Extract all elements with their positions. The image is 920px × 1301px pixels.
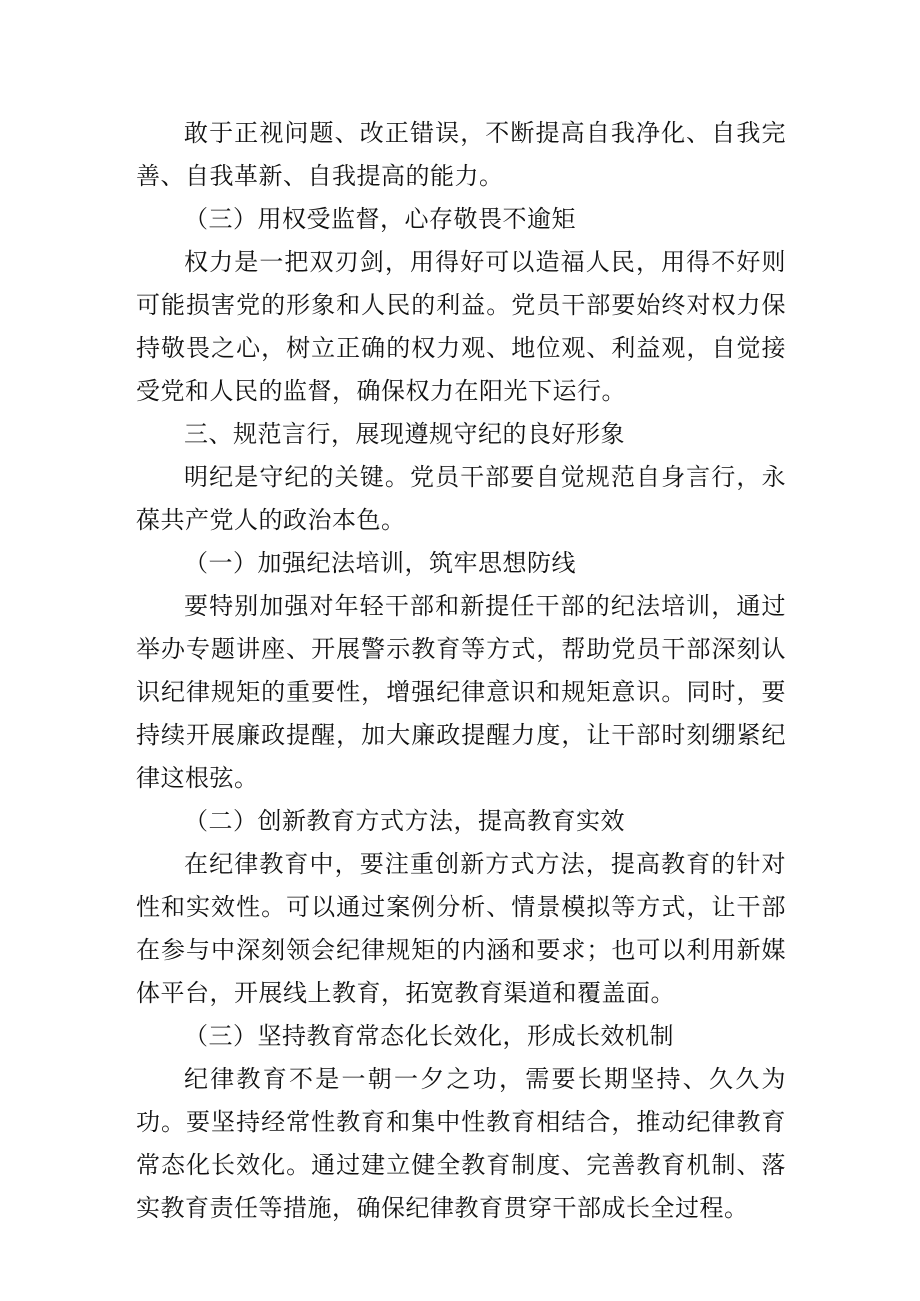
paragraph-power: 权力是一把双刃剑，用得好可以造福人民，用得不好则可能损害党的形象和人民的利益。党员干部要始终对权力保持敬畏之心，树立正确的权力观、地位观、利益观，自觉接受党和人民的监督，确保权力在阳光下运行。 bbox=[136, 248, 786, 405]
paragraph-intro-discipline: 明纪是守纪的关键。党员干部要自觉规范自身言行，永葆共产党人的政治本色。 bbox=[136, 463, 786, 534]
paragraph-innovation: 在纪律教育中，要注重创新方式方法，提高教育的针对性和实效性。可以通过案例分析、情景模拟等方式，让干部在参与中深刻领会纪律规矩的内涵和要求；也可以利用新媒体平台，开展线上教育，拓宽教育渠道和覆盖面。 bbox=[136, 850, 786, 1007]
subheading-long-term: （三）坚持教育常态化长效化，形成长效机制 bbox=[184, 1022, 674, 1050]
section-heading-three: 三、规范言行，展现遵规守纪的良好形象 bbox=[184, 420, 625, 448]
paragraph-long-term: 纪律教育不是一朝一夕之功，需要长期坚持、久久为功。要坚持经常性教育和集中性教育相结合，推动纪律教育常态化长效化。通过建立健全教育制度、完善教育机制、落实教育责任等措施，确保纪律教育贯穿干部成长全过程。 bbox=[136, 1065, 786, 1222]
subheading-power-supervision: （三）用权受监督，心存敬畏不逾矩 bbox=[184, 205, 576, 233]
subheading-innovation: （二）创新教育方式方法，提高教育实效 bbox=[184, 807, 625, 835]
paragraph-training: 要特别加强对年轻干部和新提任干部的纪法培训，通过举办专题讲座、开展警示教育等方式，帮助党员干部深刻认识纪律规矩的重要性，增强纪律意识和规矩意识。同时，要持续开展廉政提醒，加大廉政提醒力度，让干部时刻绷紧纪律这根弦。 bbox=[136, 592, 786, 792]
document-body bbox=[136, 112, 786, 1230]
paragraph-continuation: 敢于正视问题、改正错误，不断提高自我净化、自我完善、自我革新、自我提高的能力。 bbox=[136, 119, 786, 190]
subheading-training: （一）加强纪法培训，筑牢思想防线 bbox=[184, 549, 576, 577]
